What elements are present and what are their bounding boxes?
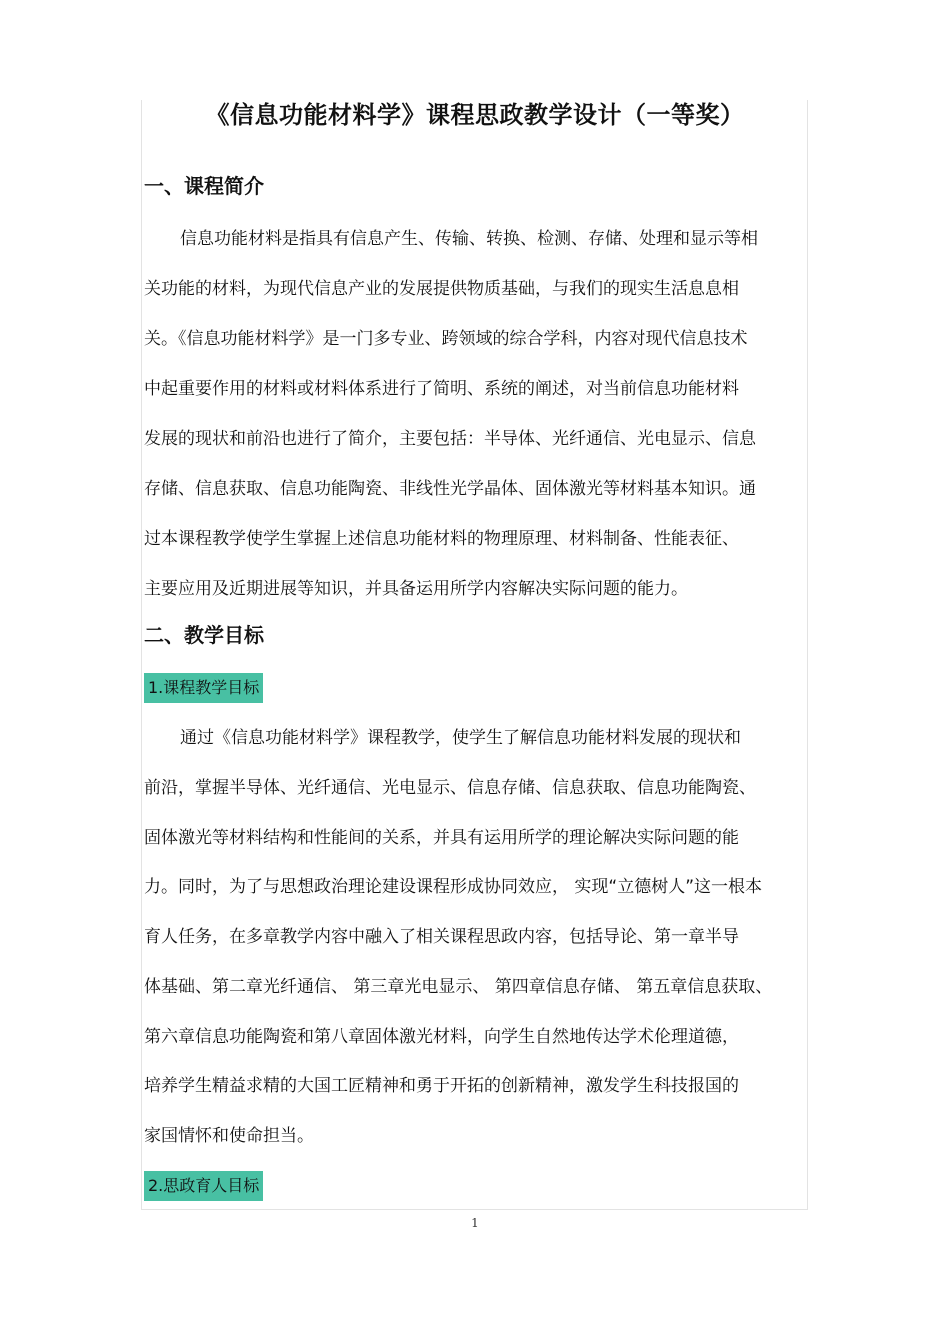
paragraph-line: 固体激光等材料结构和性能间的关系，并具有运用所学的理论解决实际问题的能 (144, 828, 739, 848)
paragraph-line: 信息功能材料是指具有信息产生、传输、转换、检测、存储、处理和显示等相 (180, 229, 758, 249)
page-number: 1 (471, 1216, 479, 1230)
paragraph-line: 通过《信息功能材料学》课程教学，使学生了解信息功能材料发展的现状和 (180, 728, 741, 748)
paragraph-line: 培养学生精益求精的大国工匠精神和勇于开拓的创新精神，激发学生科技报国的 (144, 1076, 739, 1096)
paragraph-line: 家国情怀和使命担当。 (144, 1126, 314, 1146)
section-heading-course-intro: 一、课程简介 (144, 174, 264, 198)
subheading-course-teaching-goals: 1.课程教学目标 (144, 673, 263, 703)
paragraph-line: 中起重要作用的材料或材料体系进行了简明、系统的阐述，对当前信息功能材料 (144, 379, 739, 399)
paragraph-line: 主要应用及近期进展等知识，并具备运用所学内容解决实际问题的能力。 (144, 579, 688, 599)
paragraph-line: 存储、信息获取、信息功能陶瓷、非线性光学晶体、固体激光等材料基本知识。通 (144, 479, 756, 499)
paragraph-line: 关功能的材料，为现代信息产业的发展提供物质基础，与我们的现实生活息息相 (144, 279, 739, 299)
paragraph-line: 育人任务，在多章教学内容中融入了相关课程思政内容，包括导论、第一章半导 (144, 927, 739, 947)
paragraph-line: 前沿，掌握半导体、光纤通信、光电显示、信息存储、信息获取、信息功能陶瓷、 (144, 778, 756, 798)
section-heading-teaching-goals: 二、教学目标 (144, 623, 264, 647)
document-title: 《信息功能材料学》课程思政教学设计（一等奖） (205, 101, 745, 129)
subheading-ideological-education-goals: 2.思政育人目标 (144, 1171, 263, 1201)
paragraph-line: 力。同时，为了与思想政治理论建设课程形成协同效应， 实现“立德树人”这一根本 (144, 877, 763, 897)
paragraph-line: 发展的现状和前沿也进行了简介，主要包括：半导体、光纤通信、光电显示、信息 (144, 429, 756, 449)
paragraph-line: 体基础、第二章光纤通信、 第三章光电显示、 第四章信息存储、 第五章信息获取、 (144, 977, 773, 997)
paragraph-line: 过本课程教学使学生掌握上述信息功能材料的物理原理、材料制备、性能表征、 (144, 529, 739, 549)
paragraph-line: 第六章信息功能陶瓷和第八章固体激光材料，向学生自然地传达学术伦理道德， (144, 1027, 739, 1047)
paragraph-line: 关。《信息功能材料学》是一门多专业、跨领域的综合学科，内容对现代信息技术 (144, 329, 748, 349)
